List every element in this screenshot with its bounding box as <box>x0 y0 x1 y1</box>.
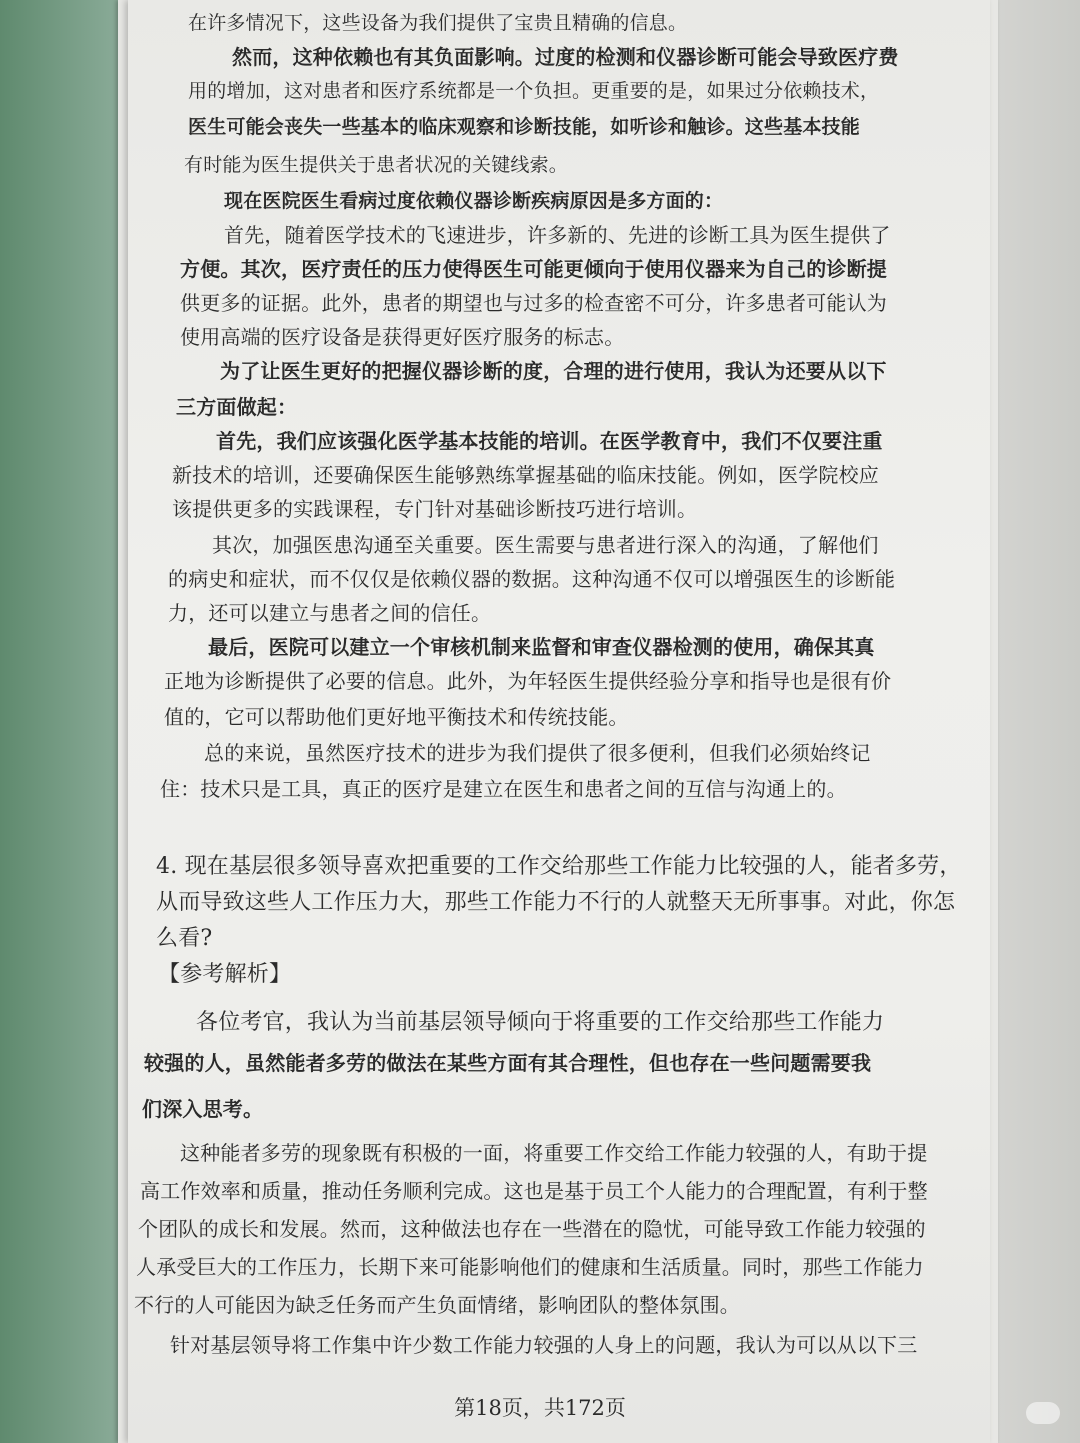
text-line: 人承受巨大的工作压力，长期下来可能影响他们的健康和生活质量。同时，那些工作能力 <box>136 1255 924 1279</box>
text-line: 供更多的证据。此外，患者的期望也与过多的检查密不可分，许多患者可能认为 <box>180 291 887 315</box>
text-line: 然而，这种依赖也有其负面影响。过度的检测和仪器诊断可能会导致医疗费 <box>232 45 899 69</box>
question-line: 么看? <box>156 926 213 951</box>
text-line: 总的来说，虽然医疗技术的进步为我们提供了很多便利，但我们必须始终记 <box>204 741 871 765</box>
text-line: 为了让医生更好的把握仪器诊断的度，合理的进行使用，我认为还要从以下 <box>220 359 887 383</box>
text-line: 高工作效率和质量，推动任务顺利完成。这也是基于员工个人能力的合理配置，有利于整 <box>140 1179 928 1203</box>
text-line: 使用高端的医疗设备是获得更好医疗服务的标志。 <box>180 325 625 349</box>
text-line: 方便。其次，医疗责任的压力使得医生可能更倾向于使用仪器来为自己的诊断提 <box>180 257 887 281</box>
text-line: 医生可能会丧失一些基本的临床观察和诊断技能，如听诊和触诊。这些基本技能 <box>188 116 861 138</box>
text-line: 其次，加强医患沟通至关重要。医生需要与患者进行深入的沟通，了解他们 <box>212 533 879 557</box>
text-line: 值的，它可以帮助他们更好地平衡技术和传统技能。 <box>164 705 629 729</box>
text-line: 住：技术只是工具，真正的医疗是建立在医生和患者之间的互信与沟通上的。 <box>160 777 847 801</box>
text-line: 在许多情况下，这些设备为我们提供了宝贵且精确的信息。 <box>188 12 688 34</box>
text-line: 新技术的培训，还要确保医生能够熟练掌握基础的临床技能。例如，医学院校应 <box>172 463 879 487</box>
text-line: 针对基层领导将工作集中许少数工作能力较强的人身上的问题，我认为可以从以下三 <box>170 1333 918 1357</box>
text-line: 力，还可以建立与患者之间的信任。 <box>168 601 492 625</box>
question-line: 4. 现在基层很多领导喜欢把重要的工作交给那些工作能力比较强的人，能者多劳， <box>156 854 962 879</box>
text-line: 正地为诊断提供了必要的信息。此外，为年轻医生提供经验分享和指导也是很有价 <box>164 669 892 693</box>
text-line: 该提供更多的实践课程，专门针对基础诊断技巧进行培训。 <box>172 497 698 521</box>
text-line: 最后，医院可以建立一个审核机制来监督和审查仪器检测的使用，确保其真 <box>208 635 875 659</box>
text-line: 们深入思考。 <box>142 1097 264 1121</box>
text-line: 较强的人，虽然能者多劳的做法在某些方面有其合理性，但也存在一些问题需要我 <box>144 1051 872 1075</box>
watermark-logo <box>1026 1402 1060 1424</box>
text-line: 的病史和症状，而不仅仅是依赖仪器的数据。这种沟通不仅可以增强医生的诊断能 <box>168 567 896 591</box>
text-line: 这种能者多劳的现象既有积极的一面，将重要工作交给工作能力较强的人，有助于提 <box>180 1141 928 1165</box>
page-number: 第18页，共172页 <box>454 1396 626 1420</box>
text-line: 各位考官，我认为当前基层领导倾向于将重要的工作交给那些工作能力 <box>196 1010 885 1035</box>
text-line: 个团队的成长和发展。然而，这种做法也存在一些潜在的隐忧，可能导致工作能力较强的 <box>138 1217 926 1241</box>
text-line: 有时能为医生提供关于患者状况的关键线索。 <box>184 154 569 176</box>
text-line: 首先，我们应该强化医学基本技能的培训。在医学教育中，我们不仅要注重 <box>216 429 883 453</box>
text-line: 三方面做起： <box>176 395 298 419</box>
question-line: 从而导致这些人工作压力大，那些工作能力不行的人就整天无所事事。对此，你怎 <box>156 890 956 915</box>
text-line: 首先，随着医学技术的飞速进步，许多新的、先进的诊断工具为医生提供了 <box>224 223 891 247</box>
text-line: 不行的人可能因为缺乏任务而产生负面情绪，影响团队的整体氛围。 <box>134 1293 740 1317</box>
text-line: 用的增加，这对患者和医疗系统都是一个负担。更重要的是，如果过分依赖技术， <box>188 80 880 102</box>
section-heading: 【参考解析】 <box>158 962 292 987</box>
text-line: 现在医院医生看病过度依赖仪器诊断疾病原因是多方面的： <box>224 190 724 212</box>
